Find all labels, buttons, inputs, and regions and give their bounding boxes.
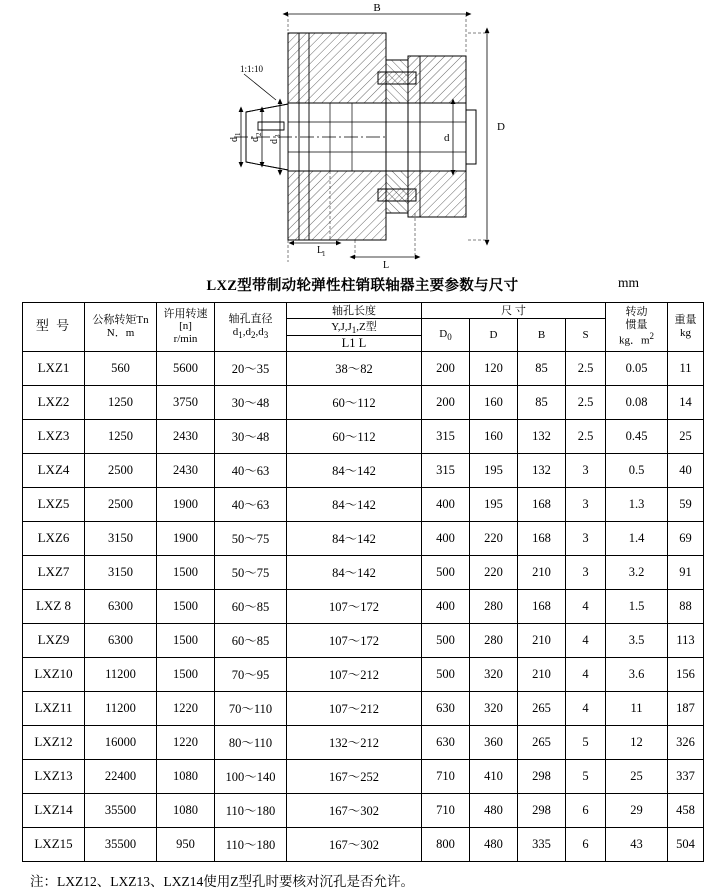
dim-label-d3-sub: 3 (274, 134, 282, 138)
cell-d0: 800 (422, 827, 470, 861)
cell-D: 320 (470, 691, 518, 725)
header-bore-diameter: 轴孔直径 $d_1,d_2,d_3$ (215, 303, 287, 352)
cell-weight: 40 (668, 453, 704, 487)
dim-label-L1-sub: 1 (322, 250, 326, 258)
cell-B: 132 (518, 419, 566, 453)
cell-weight: 14 (668, 385, 704, 419)
cell-S: 4 (566, 623, 606, 657)
cell-bore: 60～85 (215, 589, 287, 623)
cell-bore: 60～85 (215, 623, 287, 657)
cell-B: 85 (518, 351, 566, 385)
cell-B: 298 (518, 793, 566, 827)
page-title: LXZ型带制动轮弹性柱销联轴器主要参数与尺寸 (206, 278, 519, 294)
table-row (23, 521, 704, 555)
cell-inertia: 11 (606, 691, 668, 725)
cell-torque: 560 (85, 351, 157, 385)
table-footnote: 注：LXZ12、LXZ13、LXZ14使用Z型孔时要核对沉孔是否允许。 (30, 873, 414, 889)
cell-d0: 315 (422, 419, 470, 453)
cell-model: LXZ 8 (23, 589, 85, 623)
cell-speed: 1900 (157, 487, 215, 521)
dim-label-d: d (444, 132, 450, 144)
cell-S: 3 (566, 521, 606, 555)
cell-D: 195 (470, 487, 518, 521)
cell-bore: 80～110 (215, 725, 287, 759)
table-row (23, 351, 704, 385)
cell-model: LXZ10 (23, 657, 85, 691)
cell-bore-length: 60～112 (287, 385, 422, 419)
cell-S: 3 (566, 555, 606, 589)
cell-inertia: 1.3 (606, 487, 668, 521)
cell-d0: 315 (422, 453, 470, 487)
cell-S: 5 (566, 759, 606, 793)
cell-S: 3 (566, 453, 606, 487)
cell-S: 4 (566, 691, 606, 725)
cell-weight: 337 (668, 759, 704, 793)
cell-speed: 950 (157, 827, 215, 861)
cell-inertia: 1.5 (606, 589, 668, 623)
cell-B: 168 (518, 521, 566, 555)
table-title-row (0, 274, 725, 300)
cell-S: 4 (566, 657, 606, 691)
cell-bore-length: 107～172 (287, 623, 422, 657)
cell-inertia: 0.5 (606, 453, 668, 487)
cell-B: 210 (518, 555, 566, 589)
cell-bore-length: 107～212 (287, 657, 422, 691)
dim-label-D: D (497, 121, 505, 133)
table-row (23, 725, 704, 759)
table-row (23, 555, 704, 589)
dim-label-d1: d (229, 137, 240, 142)
cell-B: 335 (518, 827, 566, 861)
cell-speed: 1900 (157, 521, 215, 555)
cell-speed: 1500 (157, 657, 215, 691)
dim-label-d1-sub: 1 (234, 132, 242, 136)
cell-D: 160 (470, 385, 518, 419)
cell-inertia: 0.45 (606, 419, 668, 453)
header-bore-length-sub: L1 L (287, 336, 422, 351)
cell-bore-length: 107～172 (287, 589, 422, 623)
cell-bore: 110～180 (215, 827, 287, 861)
spec-table-wrapper (22, 302, 703, 862)
table-row (23, 691, 704, 725)
cell-D: 360 (470, 725, 518, 759)
cell-S: 4 (566, 589, 606, 623)
cell-d0: 200 (422, 351, 470, 385)
cell-B: 210 (518, 657, 566, 691)
cell-bore: 70～110 (215, 691, 287, 725)
cell-weight: 91 (668, 555, 704, 589)
dim-label-B: B (373, 2, 381, 14)
cell-d0: 630 (422, 691, 470, 725)
cell-bore-length: 84～142 (287, 555, 422, 589)
cell-speed: 1500 (157, 623, 215, 657)
cell-model: LXZ13 (23, 759, 85, 793)
table-row (23, 793, 704, 827)
table-row (23, 827, 704, 861)
cell-D: 220 (470, 555, 518, 589)
cell-bore-length: 60～112 (287, 419, 422, 453)
cell-d0: 500 (422, 555, 470, 589)
coupling-technical-drawing (0, 0, 725, 272)
spec-table (22, 302, 704, 862)
cell-model: LXZ11 (23, 691, 85, 725)
cell-torque: 1250 (85, 419, 157, 453)
cell-weight: 59 (668, 487, 704, 521)
cell-bore-length: 167～302 (287, 827, 422, 861)
cell-d0: 200 (422, 385, 470, 419)
cell-weight: 504 (668, 827, 704, 861)
dim-label-L: L (383, 260, 390, 271)
cell-speed: 1080 (157, 759, 215, 793)
header-bore-length-group: 轴孔长度 (287, 303, 422, 319)
dim-label-d2: d (250, 137, 261, 142)
dim-label-L1: L (317, 245, 324, 256)
cell-d0: 710 (422, 793, 470, 827)
cell-weight: 11 (668, 351, 704, 385)
cell-B: 168 (518, 589, 566, 623)
cell-inertia: 12 (606, 725, 668, 759)
cell-bore-length: 167～252 (287, 759, 422, 793)
dim-label-d3: d (269, 139, 280, 144)
header-speed: 许用转速 [n] r/min (157, 303, 215, 352)
cell-D: 160 (470, 419, 518, 453)
cell-model: LXZ4 (23, 453, 85, 487)
cell-torque: 3150 (85, 555, 157, 589)
cell-torque: 3150 (85, 521, 157, 555)
cell-D: 195 (470, 453, 518, 487)
cell-bore-length: 84～142 (287, 521, 422, 555)
header-D: D (470, 318, 518, 351)
cell-inertia: 3.5 (606, 623, 668, 657)
cell-weight: 113 (668, 623, 704, 657)
cell-inertia: 29 (606, 793, 668, 827)
table-row (23, 487, 704, 521)
cell-torque: 22400 (85, 759, 157, 793)
cell-S: 6 (566, 827, 606, 861)
table-row (23, 657, 704, 691)
cell-weight: 156 (668, 657, 704, 691)
cell-inertia: 0.08 (606, 385, 668, 419)
header-weight: 重量 kg (668, 303, 704, 352)
cell-speed: 1500 (157, 589, 215, 623)
cell-B: 132 (518, 453, 566, 487)
cell-S: 6 (566, 793, 606, 827)
cell-torque: 16000 (85, 725, 157, 759)
cell-B: 298 (518, 759, 566, 793)
cell-S: 2.5 (566, 351, 606, 385)
cell-D: 320 (470, 657, 518, 691)
table-row (23, 623, 704, 657)
dim-label-taper: 1:1:10 (240, 64, 264, 74)
cell-speed: 2430 (157, 419, 215, 453)
header-S: S (566, 318, 606, 351)
cell-bore: 30～48 (215, 419, 287, 453)
cell-d0: 500 (422, 623, 470, 657)
cell-S: 3 (566, 487, 606, 521)
cell-bore: 30～48 (215, 385, 287, 419)
cell-S: 2.5 (566, 385, 606, 419)
cell-bore-length: 84～142 (287, 453, 422, 487)
cell-torque: 11200 (85, 691, 157, 725)
cell-bore-length: 38～82 (287, 351, 422, 385)
cell-weight: 326 (668, 725, 704, 759)
cell-weight: 88 (668, 589, 704, 623)
cell-d0: 630 (422, 725, 470, 759)
cell-speed: 1500 (157, 555, 215, 589)
table-row (23, 453, 704, 487)
table-header (23, 303, 704, 352)
cell-B: 85 (518, 385, 566, 419)
cell-bore: 100～140 (215, 759, 287, 793)
cell-bore: 50～75 (215, 555, 287, 589)
cell-bore: 40～63 (215, 487, 287, 521)
table-row (23, 385, 704, 419)
cell-model: LXZ14 (23, 793, 85, 827)
cell-D: 120 (470, 351, 518, 385)
table-row (23, 419, 704, 453)
cell-speed: 1220 (157, 725, 215, 759)
cell-d0: 400 (422, 589, 470, 623)
cell-model: LXZ7 (23, 555, 85, 589)
cell-model: LXZ12 (23, 725, 85, 759)
header-bore-length-type: $Y,J,J_1,Z$型 (287, 318, 422, 336)
cell-d0: 400 (422, 521, 470, 555)
cell-model: LXZ6 (23, 521, 85, 555)
cell-torque: 35500 (85, 827, 157, 861)
cell-torque: 2500 (85, 487, 157, 521)
cell-d0: 400 (422, 487, 470, 521)
cell-D: 410 (470, 759, 518, 793)
cell-weight: 458 (668, 793, 704, 827)
cell-D: 480 (470, 827, 518, 861)
cell-inertia: 43 (606, 827, 668, 861)
cell-inertia: 3.2 (606, 555, 668, 589)
cell-D: 280 (470, 623, 518, 657)
cell-torque: 11200 (85, 657, 157, 691)
cell-bore-length: 167～302 (287, 793, 422, 827)
header-model: 型 号 (23, 303, 85, 352)
cell-B: 265 (518, 691, 566, 725)
cell-bore: 110～180 (215, 793, 287, 827)
cell-d0: 710 (422, 759, 470, 793)
cell-D: 480 (470, 793, 518, 827)
cell-inertia: 0.05 (606, 351, 668, 385)
cell-speed: 2430 (157, 453, 215, 487)
cell-D: 280 (470, 589, 518, 623)
cell-torque: 2500 (85, 453, 157, 487)
cell-D: 220 (470, 521, 518, 555)
cell-model: LXZ5 (23, 487, 85, 521)
cell-model: LXZ3 (23, 419, 85, 453)
cell-S: 5 (566, 725, 606, 759)
header-inertia: 转动 惯量 kg．$m^2$ (606, 303, 668, 352)
drawing-svg (0, 0, 725, 272)
cell-speed: 3750 (157, 385, 215, 419)
cell-weight: 25 (668, 419, 704, 453)
cell-bore: 40～63 (215, 453, 287, 487)
cell-model: LXZ15 (23, 827, 85, 861)
header-torque: 公称转矩Tn N．m (85, 303, 157, 352)
cell-torque: 35500 (85, 793, 157, 827)
cell-d0: 500 (422, 657, 470, 691)
dim-label-d2-sub: 2 (255, 132, 263, 136)
cell-torque: 6300 (85, 589, 157, 623)
cell-model: LXZ2 (23, 385, 85, 419)
cell-bore-length: 84～142 (287, 487, 422, 521)
cell-inertia: 1.4 (606, 521, 668, 555)
cell-B: 168 (518, 487, 566, 521)
cell-model: LXZ9 (23, 623, 85, 657)
cell-torque: 6300 (85, 623, 157, 657)
cell-bore: 20～35 (215, 351, 287, 385)
header-size-group: 尺 寸 (422, 303, 606, 319)
cell-weight: 187 (668, 691, 704, 725)
cell-S: 2.5 (566, 419, 606, 453)
cell-weight: 69 (668, 521, 704, 555)
cell-bore: 70～95 (215, 657, 287, 691)
header-row-1 (23, 303, 704, 319)
cell-torque: 1250 (85, 385, 157, 419)
table-body (23, 351, 704, 861)
cell-bore-length: 132～212 (287, 725, 422, 759)
header-d0: $D_0$ (422, 318, 470, 351)
table-row (23, 759, 704, 793)
cell-speed: 1080 (157, 793, 215, 827)
cell-bore: 50～75 (215, 521, 287, 555)
cell-inertia: 3.6 (606, 657, 668, 691)
header-B: B (518, 318, 566, 351)
cell-B: 210 (518, 623, 566, 657)
cell-speed: 1220 (157, 691, 215, 725)
cell-bore-length: 107～212 (287, 691, 422, 725)
cell-B: 265 (518, 725, 566, 759)
unit-label: mm (617, 275, 639, 290)
cell-inertia: 25 (606, 759, 668, 793)
table-row (23, 589, 704, 623)
cell-model: LXZ1 (23, 351, 85, 385)
cell-speed: 5600 (157, 351, 215, 385)
